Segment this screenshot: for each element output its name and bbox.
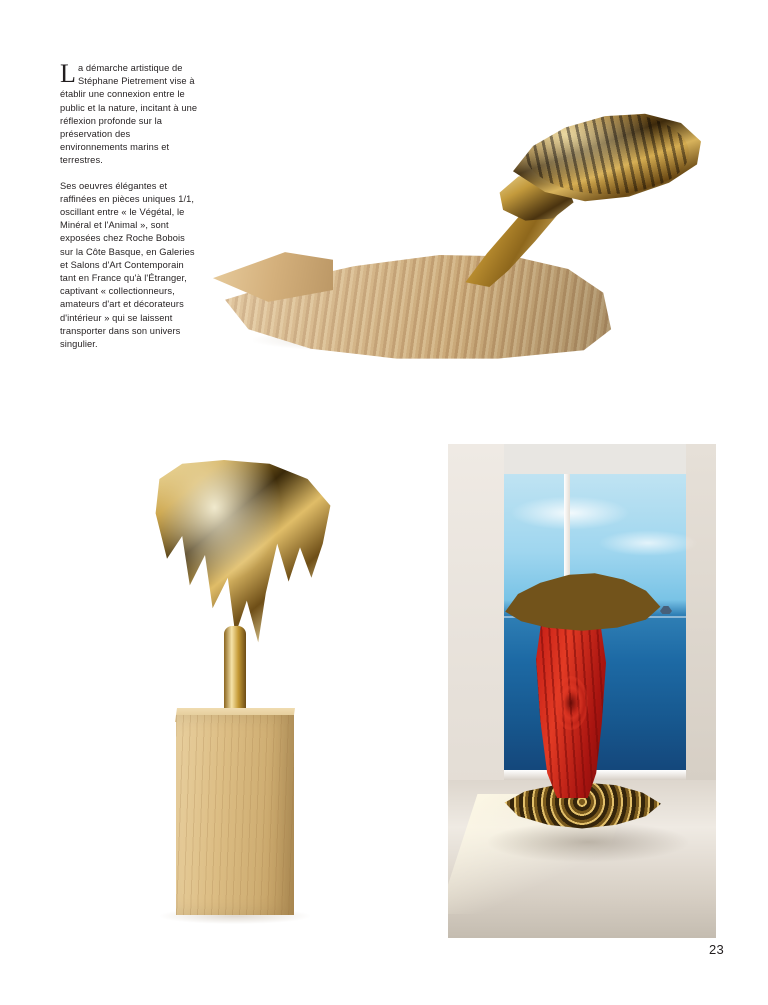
vase-wood-knot <box>554 676 588 730</box>
article-text-column <box>60 59 200 363</box>
sculpture-shadow <box>488 822 688 862</box>
figure-bronze-form-on-oak-block <box>120 440 390 950</box>
figure-red-vase-seaside-interior <box>448 444 716 938</box>
article-paragraph-1 <box>60 59 200 168</box>
cloud <box>598 530 698 556</box>
cloud <box>510 496 630 530</box>
drop-cap: L <box>60 59 76 88</box>
bronze-dripping-form <box>148 460 338 650</box>
article-paragraph-2: Ses oeuvres élégantes et raffinées en pièces uniques 1/1, oscillant entre « le Végétal, le Minéral et l'Animal », sont exposées chez Roche Bobois sur la Côte Basque, en Galeries et Salons d'Art Contemporain tant en France qu'à l'Étranger, captivant « collectionneurs, amateurs d'art et décorateurs d'intérieur » qui se laissent transporter dans son univers singulier. <box>60 180 195 350</box>
page-number: 23 <box>709 942 724 957</box>
figure-bronze-ray-on-oak-base <box>205 75 715 365</box>
bronze-neck <box>224 626 246 721</box>
oak-block <box>176 715 294 915</box>
article-paragraph-1-text: a démarche artistique de Stéphane Pietrement vise à établir une connexion entre le public et la nature, incitant à une réflexion profonde sur la préservation des environnements marins et terrestres. <box>60 63 198 166</box>
